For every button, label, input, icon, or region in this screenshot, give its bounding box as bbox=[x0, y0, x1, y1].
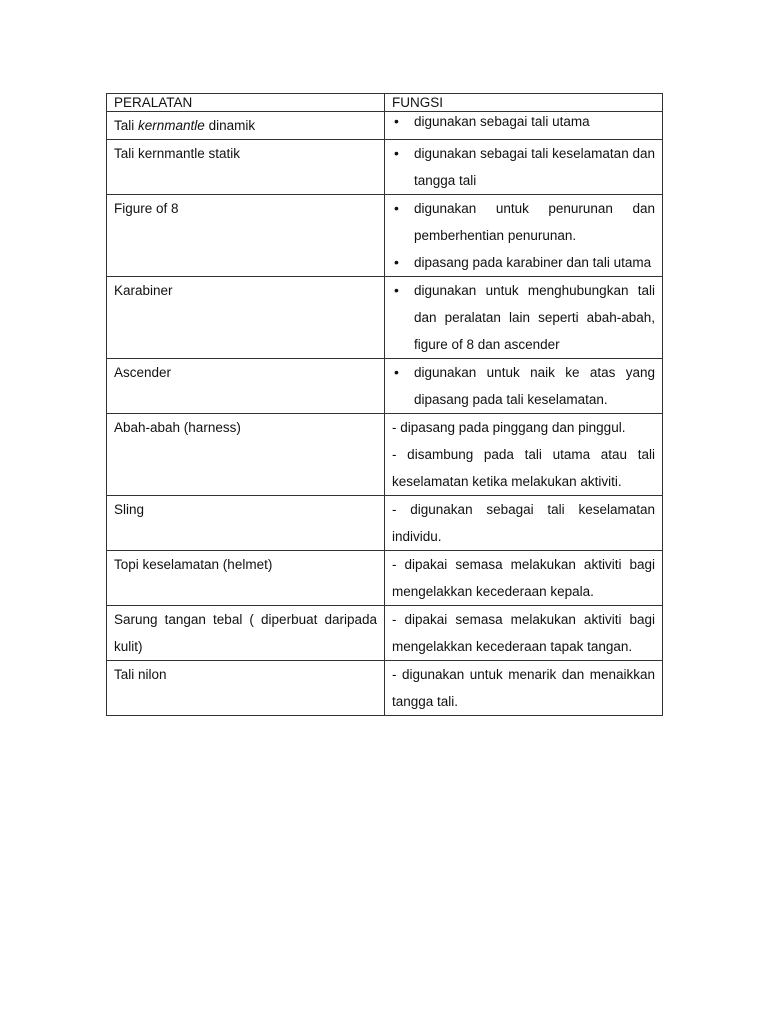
table-row bbox=[107, 661, 663, 716]
function-bullet: • digunakan sebagai tali utama bbox=[392, 112, 655, 131]
function-bullet: • dipasang pada karabiner dan tali utama bbox=[392, 249, 655, 276]
function-bullet: • digunakan untuk naik ke atas yang dipasang pada tali keselamatan. bbox=[392, 359, 655, 413]
equipment-name: Figure of 8 bbox=[107, 195, 385, 277]
table-row bbox=[107, 195, 663, 277]
equipment-function bbox=[385, 496, 663, 551]
name-italic: kernmantle bbox=[138, 118, 205, 133]
equipment-name: Ascender bbox=[107, 359, 385, 414]
equipment-name bbox=[107, 112, 385, 140]
name-prefix: Tali bbox=[114, 118, 139, 133]
function-line: - dipakai semasa melakukan aktiviti bagi mengelakkan kecederaan kepala. bbox=[392, 557, 655, 599]
equipment-name: Abah-abah (harness) bbox=[107, 414, 385, 496]
equipment-name: Sling bbox=[107, 496, 385, 551]
name-suffix: dinamik bbox=[204, 118, 256, 133]
equipment-function bbox=[385, 195, 663, 277]
table-row bbox=[107, 551, 663, 606]
equipment-function bbox=[385, 551, 663, 606]
table-header-row bbox=[107, 94, 663, 112]
table-row bbox=[107, 606, 663, 661]
table-row bbox=[107, 112, 663, 140]
function-bullet: • digunakan sebagai tali keselamatan dan tangga tali bbox=[392, 140, 655, 194]
function-bullet: • digunakan untuk menghubungkan tali dan peralatan lain seperti abah-abah, figure of 8 dan ascender bbox=[392, 277, 655, 358]
equipment-function bbox=[385, 606, 663, 661]
equipment-name: Tali kernmantle statik bbox=[107, 140, 385, 195]
function-line: - dipakai semasa melakukan aktiviti bagi mengelakkan kecederaan tapak tangan. bbox=[392, 612, 655, 654]
table-row bbox=[107, 414, 663, 496]
header-fungsi: FUNGSI bbox=[385, 94, 663, 112]
equipment-function bbox=[385, 359, 663, 414]
equipment-function bbox=[385, 661, 663, 716]
equipment-name: Sarung tangan tebal ( diperbuat daripada kulit) bbox=[107, 606, 385, 661]
equipment-function bbox=[385, 414, 663, 496]
function-line: - disambung pada tali utama atau tali keselamatan ketika melakukan aktiviti. bbox=[392, 447, 655, 489]
equipment-table bbox=[106, 93, 663, 716]
function-line: - digunakan sebagai tali keselamatan individu. bbox=[392, 502, 655, 544]
equipment-name: Tali nilon bbox=[107, 661, 385, 716]
header-peralatan: PERALATAN bbox=[107, 94, 385, 112]
equipment-function bbox=[385, 112, 663, 140]
function-line: - digunakan untuk menarik dan menaikkan tangga tali. bbox=[392, 667, 655, 709]
function-bullet: • digunakan untuk penurunan dan pemberhentian penurunan. bbox=[392, 195, 655, 249]
table-row bbox=[107, 496, 663, 551]
function-line: - dipasang pada pinggang dan pinggul. bbox=[392, 420, 626, 435]
table-row bbox=[107, 359, 663, 414]
table-row bbox=[107, 140, 663, 195]
equipment-name: Topi keselamatan (helmet) bbox=[107, 551, 385, 606]
table-row bbox=[107, 277, 663, 359]
equipment-function bbox=[385, 140, 663, 195]
equipment-name: Karabiner bbox=[107, 277, 385, 359]
equipment-function bbox=[385, 277, 663, 359]
